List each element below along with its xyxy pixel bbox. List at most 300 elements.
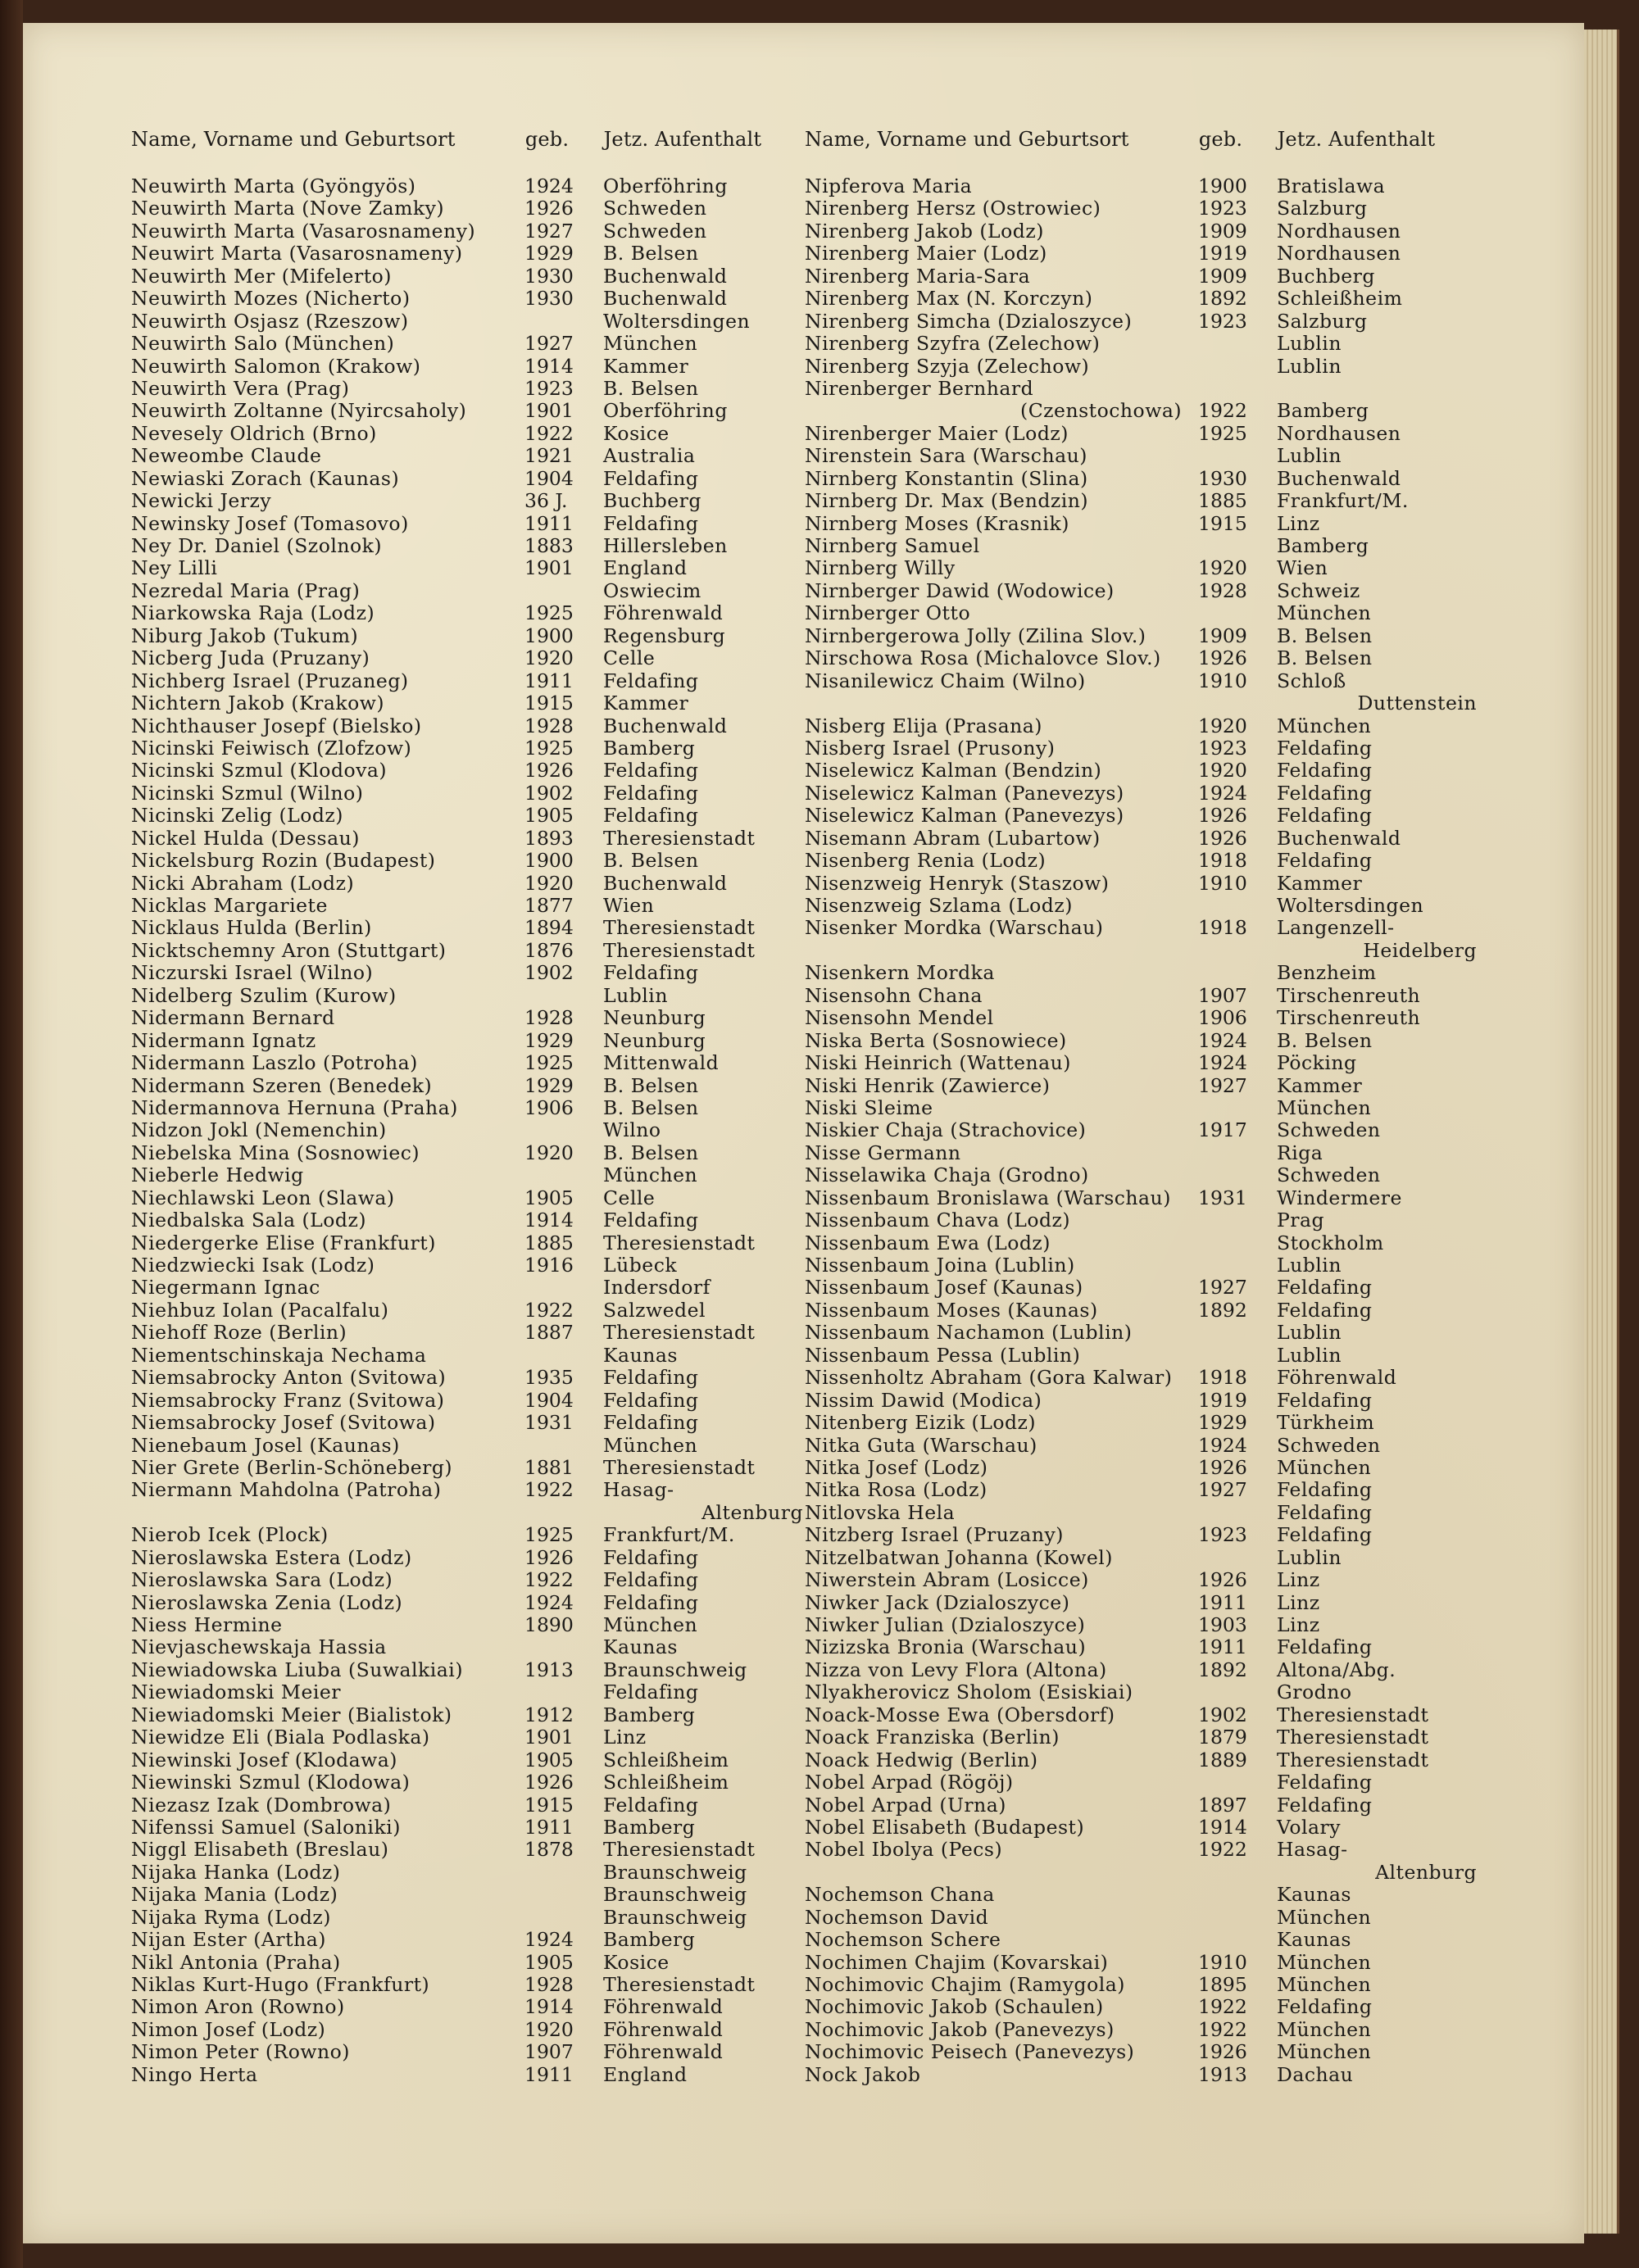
entry-list [805, 175, 1477, 2086]
entry-birth-year: 1918 [1198, 849, 1247, 873]
entry-row [131, 580, 803, 602]
entry-birth-year: 1911 [524, 511, 574, 535]
entry-name: Niski Heinrich (Wattenau) [805, 1051, 1071, 1075]
entry-birth-year: 1928 [1198, 578, 1247, 602]
entry-row [131, 1254, 803, 1277]
entry-name: Nicktschemny Aron (Stuttgart) [131, 938, 447, 962]
entry-name: Ningo Herta [131, 2062, 258, 2086]
entry-residence: Braunschweig [603, 1883, 747, 1907]
entry-name: Nizza von Levy Flora (Altona) [805, 1658, 1107, 1681]
entry-residence: Regensburg [603, 624, 726, 647]
entry-residence: Kammer [1277, 871, 1363, 895]
entry-residence: Buchenwald [603, 714, 728, 737]
entry-residence: Pöcking [1277, 1051, 1357, 1075]
entry-residence: Stockholm [1277, 1231, 1384, 1254]
entry-birth-year: 1911 [524, 669, 574, 692]
header-place: Jetz. Aufenthalt [603, 128, 762, 151]
entry-row [131, 1390, 803, 1412]
entry-residence: Feldafing [1277, 1771, 1373, 1794]
entry-name: Nicklaus Hulda (Berlin) [131, 916, 372, 940]
entry-birth-year: 1920 [524, 1141, 574, 1164]
entry-residence: Feldafing [1277, 1298, 1373, 1322]
entry-row [805, 1007, 1477, 1029]
entry-residence: Grodno [1277, 1681, 1352, 1704]
entry-residence: Bamberg [603, 1815, 696, 1839]
entry-residence: Wilno [603, 1118, 661, 1142]
entry-birth-year: 1926 [524, 1545, 574, 1569]
entry-row [805, 175, 1477, 197]
entry-birth-year: 1887 [524, 1321, 574, 1345]
entry-row [805, 1075, 1477, 1097]
entry-row [131, 513, 803, 535]
entry-name: Niewidze Eli (Biala Podlaska) [131, 1726, 430, 1749]
entry-name: Noack Hedwig (Berlin) [805, 1748, 1038, 1771]
entry-residence: Feldafing [603, 1411, 699, 1435]
entry-residence: Volary [1277, 1815, 1341, 1839]
entry-row [805, 1164, 1477, 1186]
entry-name: Nidermann Bernard [131, 1006, 335, 1030]
entry-residence: Oswiecim [603, 578, 701, 602]
entry-residence: Feldafing [1277, 849, 1373, 873]
entry-name: Nissenbaum Josef (Kaunas) [805, 1276, 1083, 1300]
entry-row [805, 1119, 1477, 1141]
entry-row [131, 243, 803, 265]
entry-row [131, 1952, 803, 1974]
entry-name: Niselewicz Kalman (Bendzin) [805, 759, 1102, 782]
entry-residence: B. Belsen [1277, 1028, 1373, 1052]
entry-residence: Föhrenwald [603, 2017, 724, 2041]
entry-residence: Kaunas [1277, 1928, 1351, 1952]
entry-residence: Lublin [603, 983, 668, 1007]
entry-residence: Feldafing [603, 1568, 699, 1592]
entry-name: Nikl Antonia (Praha) [131, 1950, 341, 1974]
entry-residence: Schweden [603, 219, 707, 243]
entry-residence: B. Belsen [603, 1141, 699, 1164]
entry-birth-year: 1926 [524, 1771, 574, 1794]
entry-name: Neweombe Claude [131, 444, 322, 468]
entry-name: Nimon Peter (Rowno) [131, 2040, 350, 2064]
entry-residence: Feldafing [1277, 1500, 1373, 1524]
entry-name: Nirnberg Moses (Krasnik) [805, 511, 1069, 535]
entry-birth-year: 1920 [524, 646, 574, 670]
entry-birth-year: 1904 [524, 466, 574, 490]
entry-row [131, 805, 803, 827]
entry-residence: Lublin [1277, 1545, 1342, 1569]
entry-residence: Theresienstadt [1277, 1726, 1429, 1749]
entry-residence: Feldafing [603, 804, 699, 828]
entry-residence: Neunburg [603, 1028, 706, 1052]
entry-birth-year: 1931 [524, 1411, 574, 1435]
entry-row [131, 557, 803, 579]
entry-residence: Dachau [1277, 2062, 1354, 2086]
entry-residence: Feldafing [1277, 1635, 1373, 1659]
entry-row [805, 1524, 1477, 1546]
entry-birth-year: 1926 [1198, 2040, 1247, 2064]
entry-name: Nitzberg Israel (Pruzany) [805, 1523, 1064, 1547]
entry-name: Niarkowska Raja (Lodz) [131, 601, 375, 625]
entry-name: Nirnberg Samuel [805, 534, 980, 557]
entry-name: Nidermannova Hernuna (Praha) [131, 1095, 458, 1119]
entry-residence: Lübeck [603, 1254, 678, 1277]
entry-row [805, 1884, 1477, 1906]
entry-name: Nirenstein Sara (Warschau) [805, 444, 1087, 468]
entry-residence: Feldafing [603, 1590, 699, 1614]
entry-name: Nisensohn Mendel [805, 1006, 994, 1030]
entry-birth-year: 1922 [524, 421, 574, 445]
entry-name: Nisse Germann [805, 1141, 961, 1164]
entry-row [131, 2019, 803, 2041]
entry-name: Niklas Kurt-Hugo (Frankfurt) [131, 1973, 430, 1996]
entry-name: Nobel Arpad (Urna) [805, 1793, 1006, 1817]
entry-residence: B. Belsen [603, 242, 699, 265]
entry-name: Nidelberg Szulim (Kurow) [131, 983, 397, 1007]
entry-row [131, 895, 803, 917]
entry-residence: Feldafing [1277, 1276, 1373, 1300]
entry-residence: Oberföhring [603, 399, 728, 423]
entry-row [131, 220, 803, 243]
header-name: Name, Vorname und Geburtsort [131, 128, 456, 151]
entry-row [131, 782, 803, 805]
entry-row [131, 1164, 803, 1186]
entry-row [131, 873, 803, 895]
entry-row [131, 1592, 803, 1614]
entry-name: Nochemson Schere [805, 1928, 1001, 1952]
entry-residence: Türkheim [1277, 1411, 1375, 1435]
entry-birth-year: 1893 [524, 826, 574, 850]
entry-name: Nicinski Feiwisch (Zlofzow) [131, 736, 412, 760]
entry-row [131, 1075, 803, 1097]
entry-birth-year: 1892 [1198, 1658, 1247, 1681]
entry-residence: B. Belsen [1277, 624, 1373, 647]
entry-residence: Bamberg [603, 1703, 696, 1726]
entry-residence: Prag [1277, 1209, 1325, 1232]
entry-residence: Föhrenwald [603, 2040, 724, 2064]
entry-name: Nirenberg Maria-Sara [805, 264, 1031, 288]
entry-birth-year: 1925 [524, 1523, 574, 1547]
entry-row [805, 513, 1477, 535]
entry-birth-year: 1905 [524, 1186, 574, 1209]
entry-row [805, 1232, 1477, 1254]
entry-residence: München [1277, 714, 1372, 737]
entry-row [805, 1929, 1477, 1951]
entry-name: Nijan Ester (Artha) [131, 1928, 326, 1952]
entry-name: Nochimovic Peisech (Panevezys) [805, 2040, 1135, 2064]
entry-name: Nisenkern Mordka [805, 961, 995, 985]
entry-row [805, 557, 1477, 579]
entry-residence: Buchenwald [603, 871, 728, 895]
entry-name: Neuwirth Marta (Vasarosnameny) [131, 219, 476, 243]
entry-birth-year: 1915 [1198, 511, 1247, 535]
entry-birth-year: 1925 [524, 601, 574, 625]
entry-name: Niggl Elisabeth (Breslau) [131, 1838, 389, 1862]
entry-row [805, 1209, 1477, 1232]
entry-name: Nisemann Abram (Lubartow) [805, 826, 1101, 850]
entry-row [131, 1547, 803, 1569]
entry-row [131, 1862, 803, 1884]
entry-name: Niedzwiecki Isak (Lodz) [131, 1254, 375, 1277]
entry-residence: Braunschweig [603, 1905, 747, 1929]
entry-name: Nitka Guta (Warschau) [805, 1433, 1037, 1457]
entry-residence [603, 1502, 803, 1524]
entry-birth-year: 1892 [1198, 287, 1247, 311]
entry-name: Nobel Ibolya (Pecs) [805, 1838, 1003, 1862]
entry-row [805, 737, 1477, 760]
entry-residence: München [1277, 1095, 1372, 1119]
entry-residence: Woltersdingen [603, 309, 751, 333]
entry-name: Nissenbaum Ewa (Lodz) [805, 1231, 1051, 1254]
entry-name: Neuwirth Salo (München) [131, 332, 395, 356]
entry-row [805, 400, 1477, 422]
entry-row [805, 715, 1477, 737]
entry-row [805, 985, 1477, 1007]
entry-residence: München [1277, 1950, 1372, 1974]
entry-row [131, 940, 803, 962]
entry-birth-year: 1885 [1198, 489, 1247, 513]
entry-residence: Linz [603, 1726, 647, 1749]
entry-birth-year: 1923 [1198, 309, 1247, 333]
entry-name: Nirenberg Max (N. Korczyn) [805, 287, 1093, 311]
entry-name: Ney Dr. Daniel (Szolnok) [131, 534, 383, 557]
entry-name: Nirenberg Maier (Lodz) [805, 242, 1047, 265]
entry-row [131, 445, 803, 467]
entry-row [805, 356, 1477, 378]
entry-row [131, 1479, 803, 1501]
entry-name: Niskier Chaja (Strachovice) [805, 1118, 1087, 1142]
entry-birth-year: 1922 [1198, 1995, 1247, 2019]
entry-residence: B. Belsen [1277, 646, 1373, 670]
entry-birth-year: 1927 [1198, 1276, 1247, 1300]
entry-birth-year: 1907 [524, 2040, 574, 2064]
entry-name: Nichthauser Josepf (Bielsko) [131, 714, 422, 737]
entry-name: Niewiadomski Meier [131, 1681, 342, 1704]
entry-birth-year: 1924 [1198, 1433, 1247, 1457]
entry-row [805, 917, 1477, 939]
entry-residence: Theresienstadt [603, 1838, 756, 1862]
entry-birth-year: 1929 [524, 1028, 574, 1052]
entry-birth-year: 1911 [1198, 1590, 1247, 1614]
entry-birth-year: 1906 [524, 1095, 574, 1119]
entry-birth-year: 36 J. [524, 489, 568, 513]
entry-residence-continued: Altenburg [1375, 1860, 1477, 1884]
entry-row [805, 265, 1477, 288]
entry-residence: Salzburg [1277, 197, 1368, 220]
entry-row [131, 985, 803, 1007]
entry-birth-year: 1917 [1198, 1118, 1247, 1142]
entry-birth-year: 1920 [524, 871, 574, 895]
right-column [805, 128, 1477, 2086]
entry-residence: Schweden [1277, 1118, 1381, 1142]
entry-name: Niewiadomski Meier (Bialistok) [131, 1703, 452, 1726]
entry-name: Niselewicz Kalman (Panevezys) [805, 804, 1124, 828]
entry-residence [1277, 940, 1477, 962]
entry-row [131, 1907, 803, 1929]
entry-residence: Theresienstadt [603, 916, 756, 940]
entry-residence: Feldafing [603, 466, 699, 490]
entry-row [805, 1300, 1477, 1322]
entry-row [805, 1726, 1477, 1749]
entry-birth-year: 1897 [1198, 1793, 1247, 1817]
entry-row [131, 1209, 803, 1232]
entry-birth-year: 1909 [1198, 624, 1247, 647]
entry-birth-year: 1877 [524, 894, 574, 917]
entry-row [131, 468, 803, 490]
entry-name: Ney Lilli [131, 556, 218, 580]
entry-birth-year: 1906 [1198, 1006, 1247, 1030]
entry-residence: Frankfurt/M. [1277, 489, 1409, 513]
entry-residence: Feldafing [603, 1545, 699, 1569]
entry-name: Nisenzweig Szlama (Lodz) [805, 894, 1073, 917]
entry-residence: Föhrenwald [603, 601, 724, 625]
entry-row [805, 1817, 1477, 1839]
entry-row [131, 1097, 803, 1119]
entry-residence: Feldafing [1277, 1523, 1373, 1547]
entry-residence: Australia [603, 444, 696, 468]
entry-row [131, 1232, 803, 1254]
entry-name: (Czenstochowa) [1020, 399, 1182, 423]
entry-row [805, 2041, 1477, 2063]
entry-residence: München [1277, 1973, 1372, 1996]
entry-name: Nirenberg Szyja (Zelechow) [805, 354, 1090, 378]
entry-birth-year: 1931 [1198, 1186, 1247, 1209]
entry-row [131, 1794, 803, 1817]
entry-row [805, 873, 1477, 895]
entry-birth-year: 1922 [524, 1298, 574, 1322]
column-header [805, 128, 1477, 175]
entry-row [131, 1884, 803, 1906]
entry-row [131, 356, 803, 378]
entry-name: Nisenzweig Henryk (Staszow) [805, 871, 1110, 895]
entry-name: Nirenberg Hersz (Ostrowiec) [805, 197, 1101, 220]
entry-residence: Feldafing [603, 1209, 699, 1232]
entry-residence-continued: Altenburg [701, 1500, 803, 1524]
entry-birth-year: 1930 [1198, 466, 1247, 490]
entry-residence: Bamberg [1277, 399, 1369, 423]
entry-row [805, 197, 1477, 220]
entry-name: Nitenberg Eizik (Lodz) [805, 1411, 1037, 1435]
entry-residence: Kammer [603, 692, 689, 715]
entry-residence: Celle [603, 646, 656, 670]
entry-birth-year: 1927 [524, 219, 574, 243]
entry-row [131, 197, 803, 220]
entry-residence: Lublin [1277, 354, 1342, 378]
entry-residence: Feldafing [603, 511, 699, 535]
entry-row [131, 311, 803, 333]
entry-name: Neuwirth Mer (Mifelerto) [131, 264, 392, 288]
entry-name: Nickel Hulda (Dessau) [131, 826, 360, 850]
entry-name: Nissim Dawid (Modica) [805, 1388, 1042, 1412]
entry-birth-year: 1930 [524, 264, 574, 288]
entry-residence: Theresienstadt [603, 826, 756, 850]
entry-residence: Feldafing [603, 1366, 699, 1390]
entry-name: Niehbuz Iolan (Pacalfalu) [131, 1298, 389, 1322]
entry-name: Nitlovska Hela [805, 1500, 956, 1524]
entry-residence: Kaunas [603, 1343, 678, 1367]
entry-birth-year: 1926 [1198, 646, 1247, 670]
entry-name: Nobel Elisabeth (Budapest) [805, 1815, 1085, 1839]
entry-row [131, 1771, 803, 1794]
entry-residence: Lublin [1277, 1254, 1342, 1277]
entry-row [131, 1636, 803, 1658]
entry-residence: München [603, 1613, 698, 1636]
entry-name: Noack Franziska (Berlin) [805, 1726, 1060, 1749]
entry-name: Nidzon Jokl (Nemenchin) [131, 1118, 387, 1142]
entry-residence: Hillersleben [603, 534, 728, 557]
entry-row [131, 1345, 803, 1367]
entry-name: Nidermann Laszlo (Potroha) [131, 1051, 418, 1075]
entry-name: Niski Henrik (Zawierce) [805, 1073, 1051, 1097]
entry-birth-year: 1921 [524, 444, 574, 468]
entry-row [131, 1659, 803, 1681]
entry-residence: Buchenwald [603, 264, 728, 288]
entry-list [131, 175, 803, 2086]
entry-residence: Bamberg [603, 1928, 696, 1952]
entry-birth-year: 1922 [1198, 399, 1247, 423]
entry-row [805, 1277, 1477, 1299]
entry-row [805, 1052, 1477, 1074]
entry-birth-year: 1922 [1198, 1838, 1247, 1862]
entry-row [131, 1817, 803, 1839]
entry-residence: Föhrenwald [603, 1995, 724, 2019]
entry-birth-year: 1926 [1198, 1455, 1247, 1479]
entry-name: Nieberle Hedwig [131, 1163, 304, 1187]
entry-birth-year: 1926 [1198, 826, 1247, 850]
entry-residence: Feldafing [1277, 759, 1373, 782]
entry-row [131, 378, 803, 400]
entry-name: Neuwirth Salomon (Krakow) [131, 354, 421, 378]
entry-birth-year: 1915 [524, 1793, 574, 1817]
entry-row [805, 288, 1477, 310]
entry-birth-year: 1923 [1198, 1523, 1247, 1547]
entry-row [805, 1592, 1477, 1614]
entry-birth-year: 1927 [1198, 1073, 1247, 1097]
entry-residence: Indersdorf [603, 1276, 711, 1300]
entry-name: Niewinski Josef (Klodawa) [131, 1748, 397, 1771]
entry-birth-year: 1901 [524, 556, 574, 580]
entry-birth-year: 1909 [1198, 264, 1247, 288]
entry-birth-year: 1929 [1198, 1411, 1247, 1435]
entry-row [805, 1457, 1477, 1479]
entry-birth-year: 1915 [524, 692, 574, 715]
entry-residence: Oberföhring [603, 175, 728, 197]
entry-row [131, 288, 803, 310]
entry-row [805, 1771, 1477, 1794]
entry-row [805, 1412, 1477, 1434]
entry-birth-year: 1900 [524, 849, 574, 873]
entry-birth-year: 1929 [524, 1073, 574, 1097]
entry-residence: Kosice [603, 421, 670, 445]
entry-name: Neuwirth Osjasz (Rzeszow) [131, 309, 409, 333]
entry-row [805, 1636, 1477, 1658]
entry-birth-year: 1910 [1198, 871, 1247, 895]
entry-name: Nochimovic Jakob (Panevezys) [805, 2017, 1115, 2041]
entry-row [131, 850, 803, 872]
entry-name: Nichtern Jakob (Krakow) [131, 692, 385, 715]
entry-row [805, 940, 1477, 962]
entry-row [805, 760, 1477, 782]
entry-birth-year: 1914 [1198, 1815, 1247, 1839]
entry-row [131, 715, 803, 737]
entry-name: Neuwirth Marta (Nove Zamky) [131, 197, 445, 220]
entry-row [805, 602, 1477, 624]
entry-birth-year: 1913 [524, 1658, 574, 1681]
entry-birth-year: 1923 [1198, 197, 1247, 220]
entry-row [805, 1547, 1477, 1569]
entry-name: Neuwirt Marta (Vasarosnameny) [131, 242, 463, 265]
entry-name: Nifenssi Samuel (Saloniki) [131, 1815, 401, 1839]
entry-name: Nisensohn Chana [805, 983, 983, 1007]
entry-residence: München [603, 1163, 698, 1187]
entry-birth-year: 1914 [524, 354, 574, 378]
